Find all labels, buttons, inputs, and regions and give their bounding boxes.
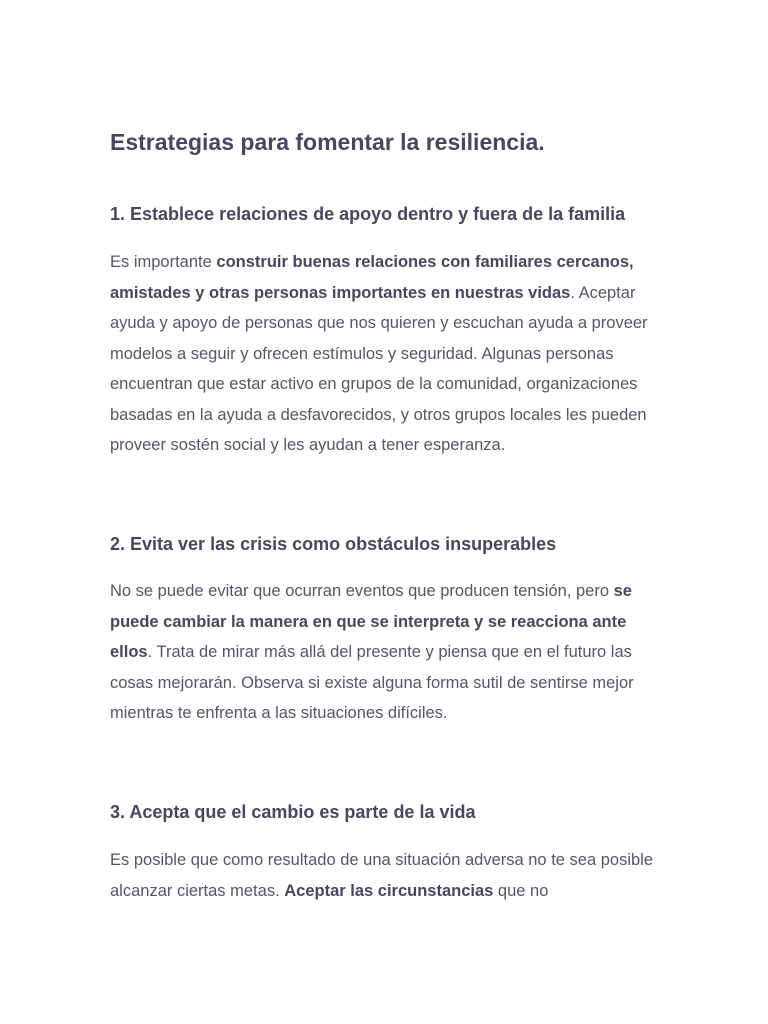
paragraph-emphasis: Aceptar las circunstancias <box>284 881 494 900</box>
section-paragraph-3 <box>110 845 666 906</box>
section-heading-3: 3. Acepta que el cambio es parte de la vida <box>110 802 476 822</box>
paragraph-text: . Aceptar ayuda y apoyo de personas que nos quieren y escuchan ayuda a proveer modelos a seguir y ofrecen estímulos y seguridad. Algunas personas encuentran que estar activo en grupos de la comunidad, organizaciones basadas en la ayuda a desfavorecidos, y otros grupos locales les pueden proveer sostén social y les ayudan a tener esperanza. <box>110 283 648 454</box>
paragraph-text: No se puede evitar que ocurran eventos que producen tensión, pero <box>110 582 614 600</box>
paragraph-text: . Trata de mirar más allá del presente y piensa que en el futuro las cosas mejorarán. Observa si existe alguna forma sutil de sentirse mejor mientras te enfrenta a las situaciones difíciles. <box>110 643 634 722</box>
paragraph-text: Es importante <box>110 253 217 271</box>
paragraph-text: Es posible que como resultado de una situación adversa no te sea posible alcanzar ciertas metas. <box>110 851 654 900</box>
article-title: Estrategias para fomentar la resiliencia. <box>110 129 545 155</box>
section-heading-2: 2. Evita ver las crisis como obstáculos insuperables <box>110 534 557 554</box>
section-paragraph-1 <box>110 247 666 461</box>
paragraph-emphasis: se puede cambiar la manera en que se interpreta y se reacciona ante ellos <box>110 582 632 661</box>
paragraph-text: que no <box>493 881 549 900</box>
section-heading-1: 1. Establece relaciones de apoyo dentro y fuera de la familia <box>110 204 626 224</box>
paragraph-emphasis: construir buenas relaciones con familiares cercanos, amistades y otras personas importantes en nuestras vidas <box>110 253 634 302</box>
section-paragraph-2 <box>110 576 666 729</box>
